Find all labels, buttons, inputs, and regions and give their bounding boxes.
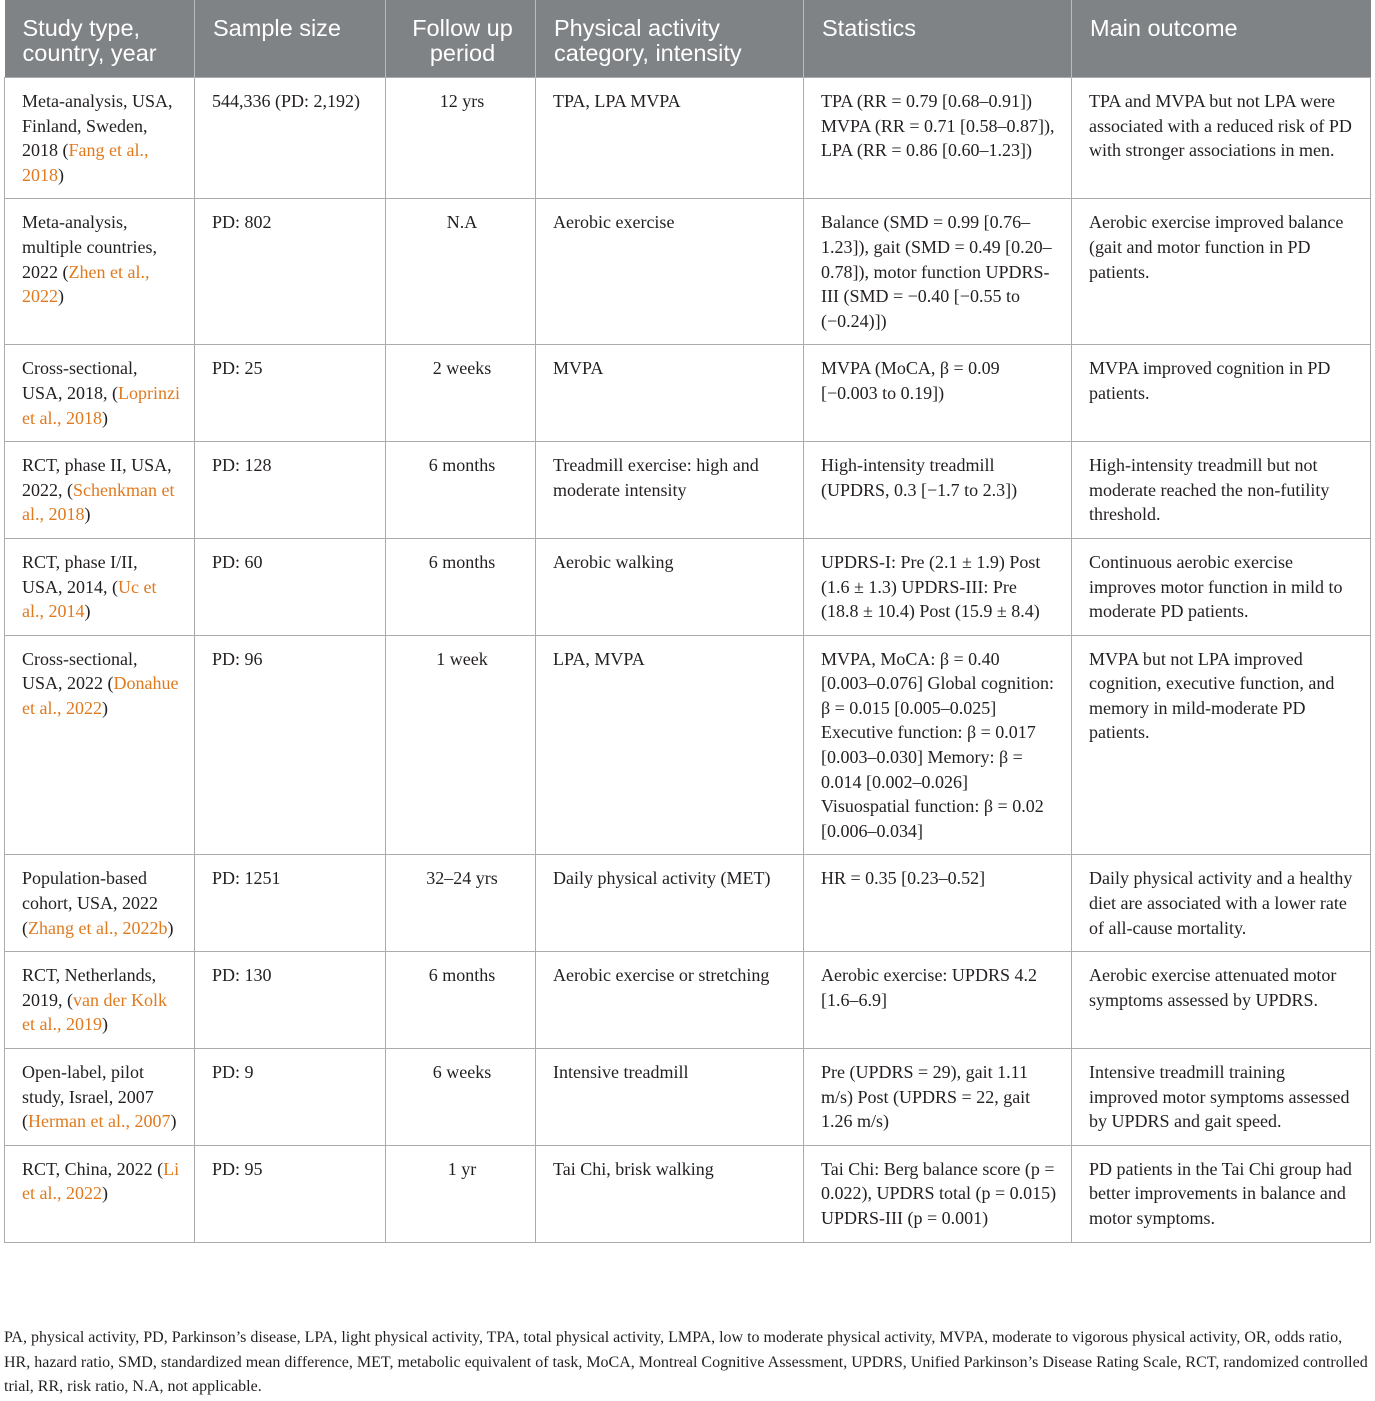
cell-sample-size: PD: 802: [195, 199, 386, 345]
cell-statistics: Aerobic exercise: UPDRS 4.2 [1.6–6.9]: [804, 952, 1072, 1049]
cell-category: Intensive treadmill: [536, 1049, 804, 1146]
cell-sample-size: 544,336 (PD: 2,192): [195, 78, 386, 199]
cell-statistics: UPDRS-I: Pre (2.1 ± 1.9) Post (1.6 ± 1.3) UPDRS-III: Pre (18.8 ± 10.4) Post (15.9 ± 8.4): [804, 538, 1072, 635]
cell-category: Tai Chi, brisk walking: [536, 1145, 804, 1242]
cell-sample-size: PD: 95: [195, 1145, 386, 1242]
study-text-end: ): [84, 504, 91, 525]
study-text: RCT, Netherlands, 2019, (: [22, 965, 157, 1010]
header-follow-up: Follow up period: [386, 0, 536, 78]
cell-study: [5, 538, 195, 635]
study-text-end: ): [58, 286, 64, 307]
reference-link[interactable]: Zhen et al., 2022: [22, 261, 150, 307]
cell-statistics: Pre (UPDRS = 29), gait 1.11 m/s) Post (UPDRS = 22, gait 1.26 m/s): [804, 1049, 1072, 1146]
study-text-end: ): [101, 1014, 108, 1035]
cell-category: Aerobic walking: [536, 538, 804, 635]
footnote: PA, physical activity, PD, Parkinson’s disease, LPA, light physical activity, TPA, total physical activity, LMPA, low to moderate physical activity, MVPA, moderate to vigorous physical activity, OR, odds ratio, HR, hazard ratio, SMD, standardized mean difference, MET, metabolic equivalent of task, MoCA, Montreal Cognitive Assessment, UPDRS, Unified Parkinson’s Disease Rating Scale, RCT, randomized controlled trial, RR, risk ratio, N.A, not applicable.: [4, 1329, 1368, 1395]
study-text: Meta-analysis, USA, Finland, Sweden, 2018 (: [22, 91, 173, 161]
cell-main-outcome: Aerobic exercise improved balance (gait and motor function in PD patients.: [1072, 199, 1371, 345]
study-text-end: ): [84, 601, 91, 622]
cell-main-outcome: Intensive treadmill training improved motor symptoms assessed by UPDRS and gait speed.: [1072, 1049, 1371, 1146]
reference-link[interactable]: Schenkman et al., 2018: [22, 479, 175, 525]
cell-category: MVPA: [536, 345, 804, 442]
cell-study: [5, 78, 195, 199]
table-container: [4, 0, 1370, 1243]
study-text: Population-based cohort, USA, 2022 (: [22, 868, 158, 938]
cell-study: [5, 1049, 195, 1146]
table-row: [5, 635, 1371, 855]
cell-main-outcome: Daily physical activity and a healthy diet are associated with a lower rate of all-cause mortality.: [1072, 855, 1371, 952]
cell-category: LPA, MVPA: [536, 635, 804, 855]
table-row: [5, 1145, 1371, 1242]
table-row: [5, 1049, 1371, 1146]
study-text: Cross-sectional, USA, 2018, (: [22, 358, 138, 403]
cell-category: Daily physical activity (MET): [536, 855, 804, 952]
cell-statistics: TPA (RR = 0.79 [0.68–0.91]) MVPA (RR = 0.71 [0.58–0.87]), LPA (RR = 0.86 [0.60–1.23]): [804, 78, 1072, 199]
cell-statistics: MVPA (MoCA, β = 0.09 [−0.003 to 0.19]): [804, 345, 1072, 442]
cell-statistics: MVPA, MoCA: β = 0.40 [0.003–0.076] Global cognition: β = 0.015 [0.005–0.025] Executive function: β = 0.017 [0.003–0.030] Memory: β = 0.014 [0.002–0.026] Visuospatial function: β = 0.02 [0.006–0.034]: [804, 635, 1072, 855]
table-row: [5, 199, 1371, 345]
header-sample-size: Sample size: [195, 0, 386, 78]
study-text-end: ): [101, 1183, 108, 1204]
header-main-outcome: Main outcome: [1072, 0, 1371, 78]
study-text-end: ): [170, 1111, 177, 1132]
table-row: [5, 538, 1371, 635]
cell-category: TPA, LPA MVPA: [536, 78, 804, 199]
reference-link[interactable]: Zhang et al., 2022b: [28, 917, 168, 938]
reference-link[interactable]: Herman et al., 2007: [28, 1111, 171, 1132]
cell-sample-size: PD: 128: [195, 442, 386, 539]
reference-link[interactable]: Donahue et al., 2022: [22, 673, 179, 718]
cell-main-outcome: TPA and MVPA but not LPA were associated with a reduced risk of PD with stronger associations in men.: [1072, 78, 1371, 199]
study-text: RCT, phase II, USA, 2022, (: [22, 455, 172, 500]
cell-sample-size: PD: 96: [195, 635, 386, 855]
study-text-end: ): [58, 164, 64, 185]
cell-follow-up: 2 weeks: [386, 345, 536, 442]
reference-link[interactable]: van der Kolk et al., 2019: [22, 989, 167, 1035]
cell-follow-up: 6 months: [386, 538, 536, 635]
cell-category: Treadmill exercise: high and moderate intensity: [536, 442, 804, 539]
study-text: RCT, China, 2022 (: [22, 1158, 164, 1179]
cell-study: [5, 345, 195, 442]
study-text-end: ): [101, 407, 108, 428]
table-body: [5, 78, 1371, 1243]
cell-follow-up: 32–24 yrs: [386, 855, 536, 952]
cell-main-outcome: High-intensity treadmill but not moderate reached the non-futility threshold.: [1072, 442, 1371, 539]
table-row: [5, 855, 1371, 952]
cell-statistics: Tai Chi: Berg balance score (p = 0.022), UPDRS total (p = 0.015) UPDRS-III (p = 0.001): [804, 1145, 1072, 1242]
cell-follow-up: 6 months: [386, 442, 536, 539]
cell-statistics: HR = 0.35 [0.23–0.52]: [804, 855, 1072, 952]
cell-statistics: High-intensity treadmill (UPDRS, 0.3 [−1.7 to 2.3]): [804, 442, 1072, 539]
cell-main-outcome: MVPA but not LPA improved cognition, executive function, and memory in mild-moderate PD patients.: [1072, 635, 1371, 855]
cell-study: [5, 952, 195, 1049]
cell-sample-size: PD: 25: [195, 345, 386, 442]
study-text: Cross-sectional, USA, 2022 (: [22, 648, 138, 694]
cell-follow-up: 1 week: [386, 635, 536, 855]
cell-main-outcome: Continuous aerobic exercise improves motor function in mild to moderate PD patients.: [1072, 538, 1371, 635]
study-text: RCT, phase I/II, USA, 2014, (: [22, 551, 138, 597]
study-text: Meta-analysis, multiple countries, 2022 (: [22, 212, 157, 282]
reference-link[interactable]: Loprinzi et al., 2018: [22, 382, 180, 428]
header-statistics: Statistics: [804, 0, 1072, 78]
header-row: [5, 0, 1371, 78]
cell-statistics: Balance (SMD = 0.99 [0.76–1.23]), gait (SMD = 0.49 [0.20–0.78]), motor function UPDRS-III (SMD = −0.40 [−0.55 to (−0.24)]): [804, 199, 1072, 345]
study-text: Open-label, pilot study, Israel, 2007 (: [22, 1062, 154, 1132]
reference-link[interactable]: Uc et al., 2014: [22, 576, 157, 622]
cell-sample-size: PD: 60: [195, 538, 386, 635]
cell-sample-size: PD: 1251: [195, 855, 386, 952]
cell-sample-size: PD: 130: [195, 952, 386, 1049]
table-row: [5, 952, 1371, 1049]
table-row: [5, 345, 1371, 442]
cell-study: [5, 442, 195, 539]
cell-follow-up: 12 yrs: [386, 78, 536, 199]
cell-study: [5, 635, 195, 855]
header-study-type: Study type, country, year: [5, 0, 195, 78]
study-text-end: ): [101, 697, 108, 718]
cell-follow-up: 6 weeks: [386, 1049, 536, 1146]
cell-follow-up: N.A: [386, 199, 536, 345]
table-row: [5, 442, 1371, 539]
cell-sample-size: PD: 9: [195, 1049, 386, 1146]
study-text-end: ): [167, 917, 174, 938]
cell-main-outcome: PD patients in the Tai Chi group had better improvements in balance and motor symptoms.: [1072, 1145, 1371, 1242]
reference-link[interactable]: Fang et al., 2018: [22, 140, 149, 185]
cell-study: [5, 1145, 195, 1242]
header-category: Physical activity category, intensity: [536, 0, 804, 78]
cell-main-outcome: Aerobic exercise attenuated motor symptoms assessed by UPDRS.: [1072, 952, 1371, 1049]
table-row: [5, 78, 1371, 199]
cell-study: [5, 199, 195, 345]
cell-category: Aerobic exercise or stretching: [536, 952, 804, 1049]
reference-link[interactable]: Li et al., 2022: [22, 1158, 180, 1204]
cell-follow-up: 1 yr: [386, 1145, 536, 1242]
cell-follow-up: 6 months: [386, 952, 536, 1049]
cell-main-outcome: MVPA improved cognition in PD patients.: [1072, 345, 1371, 442]
cell-category: Aerobic exercise: [536, 199, 804, 345]
study-table: [4, 0, 1371, 1243]
cell-study: [5, 855, 195, 952]
